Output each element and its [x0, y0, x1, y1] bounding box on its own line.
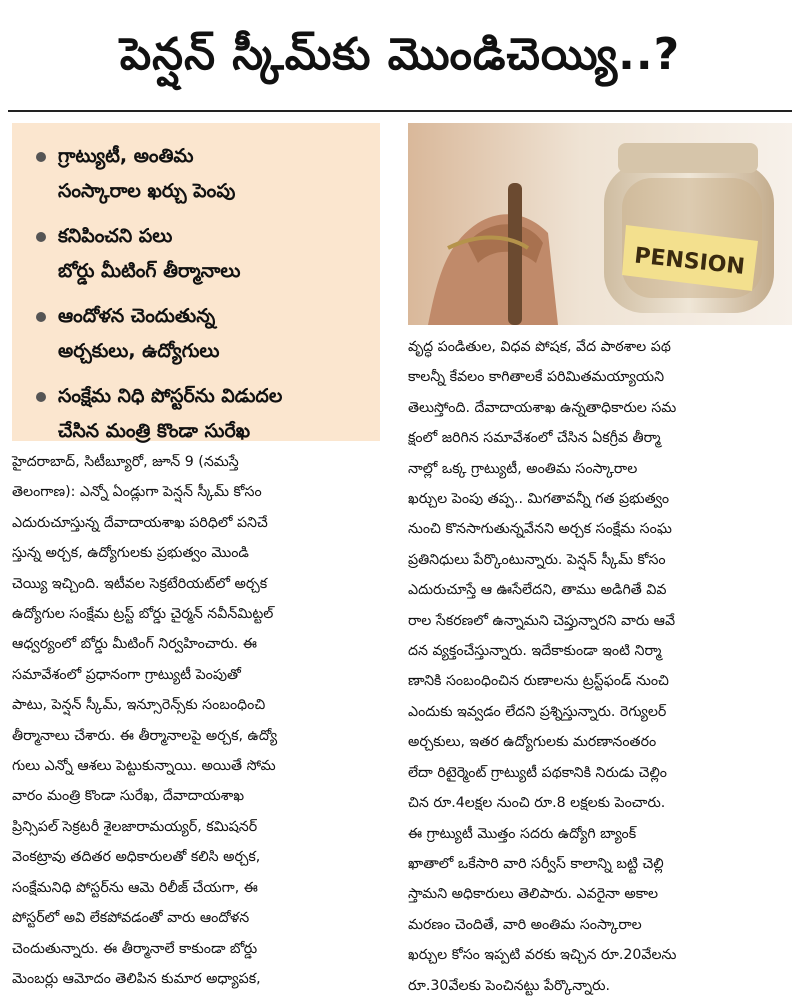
pension-jar-icon [408, 123, 792, 325]
headline-rule [8, 110, 792, 112]
highlight-line: గ్రాట్యుటీ, అంతిమ [58, 145, 194, 167]
body-line: తెలుస్తోంది. దేవాదాయశాఖ ఉన్నతాధికారుల సమ [408, 399, 677, 416]
highlight-text [58, 379, 282, 449]
body-line: ఎదురుచూస్తున్న దేవాదాయశాఖ పరిధిలో పనిచే [12, 514, 268, 531]
highlight-line: చేసిన మంత్రి కొండా సురేఖ [58, 420, 251, 442]
body-line: మెంబర్లు ఆమోదం తెలిపిన కుమార అధ్యాపక, [12, 970, 261, 987]
body-line: చెయ్యి ఇచ్చింది. ఇటీవల సెక్రటేరియట్‌లో అర్చక [12, 575, 268, 592]
body-line: ఈ గ్రాట్యుటీ మొత్తం సదరు ఉద్యోగి బ్యాంక్ [408, 825, 637, 842]
body-line: ఎందుకు ఇవ్వడం లేదని ప్రశ్నిస్తున్నారు. రెగ్యులర్ [408, 703, 667, 720]
body-line: ఉద్యోగుల సంక్షేమ ట్రస్ట్ బోర్డు చైర్మన్ నవీన్‌మిట్టల్ [12, 606, 274, 623]
body-line: ఖర్చుల పెంపు తప్ప.. మిగతావన్నీ గత ప్రభుత్వం [408, 491, 670, 508]
headline: పెన్షన్ స్కీమ్‌కు మొండిచెయ్యి..? [119, 29, 681, 80]
body-line: మరణం చెందితే, వారి అంతిమ సంస్కారాల [408, 916, 642, 933]
body-line: వారం మంత్రి కొండా సురేఖ, దేవాదాయశాఖ [12, 788, 245, 805]
highlight-text [58, 219, 240, 289]
body-line: దన వ్యక్తంచేస్తున్నారు. ఇదేకాకుండా ఇంటి నిర్మా [408, 643, 662, 660]
body-line: సంక్షేమనిధి పోస్టర్‌ను ఆమె రిలీజ్ చేయగా, ఈ [12, 879, 258, 896]
body-line: పాటు, పెన్షన్ స్కీమ్, ఇన్సూరెన్స్‌కు సంబంధించి [12, 697, 266, 714]
body-line: కాలన్నీ కేవలం కాగితాలకే పరిమితమయ్యాయని [408, 369, 665, 386]
body-line: స్తున్న అర్చక, ఉద్యోగులకు ప్రభుత్వం మొండి [12, 545, 249, 562]
body-column-right [408, 332, 792, 1001]
highlight-line: అర్చకులు, ఉద్యోగులు [58, 340, 220, 362]
body-line: రాల సేకరణలో ఉన్నామని చెప్తున్నారని వారు ఆవే [408, 612, 676, 629]
body-line: లేదా రిటైర్మెంట్ గ్రాట్యుటీ పథకానికి నిరుడు చెల్లిం [408, 764, 667, 781]
highlight-item [32, 299, 370, 369]
pension-jar-photo [408, 123, 792, 325]
body-line: చెందుతున్నారు. ఈ తీర్మానాలే కాకుండా బోర్డు [12, 940, 258, 957]
body-line: నాల్లో ఒక్క గ్రాట్యుటీ, అంతిమ సంస్కారాల [408, 460, 638, 477]
body-line: తీర్మానాలు చేశారు. ఈ తీర్మానాలపై అర్చక, ఉద్యో [12, 727, 278, 744]
body-line: క్షంలో జరిగిన సమావేశంలో చేసిన ఏకగ్రీవ తీర్మా [408, 430, 661, 447]
body-line: ఎదురుచూస్తే ఆ ఊసేలేదని, తాము అడిగితే వివ [408, 582, 667, 599]
body-line: స్తామని అధికారులు తెలిపారు. ఎవరైనా అకాల [408, 886, 659, 903]
body-line: హైదరాబాద్, సిటీబ్యూరో, జూన్ 9 (నమస్తే [12, 454, 239, 470]
body-line: ప్రిన్సిపల్ సెక్రటరీ శైలజారామయ్యర్, కమిషనర్ [12, 818, 258, 835]
body-column-left [12, 447, 396, 994]
highlight-item [32, 219, 370, 289]
body-line: అర్చకులు, ఇతర ఉద్యోగులకు మరణానంతరం [408, 734, 657, 751]
bullet-icon [36, 232, 46, 242]
highlight-line: సంస్కారాల ఖర్చు పెంపు [58, 180, 236, 202]
body-line: పోస్టర్‌లో అవి లేకపోవడంతో వారు ఆందోళన [12, 910, 250, 927]
body-line: వృద్ధ పండితుల, విధవ పోషక, వేద పాఠశాల పథ [408, 339, 671, 355]
bullet-icon [36, 392, 46, 402]
highlight-line: కనిపించని పలు [58, 225, 173, 247]
highlight-line: బోర్డు మీటింగ్ తీర్మానాలు [58, 260, 241, 282]
body-line: ఖర్చుల కోసం ఇప్పటి వరకు ఇచ్చిన రూ.20వేలను [408, 947, 677, 964]
body-line: సమావేశంలో ప్రధానంగా గ్రాట్యుటీ పెంపుతో [12, 666, 241, 683]
body-line: ఖాతాలో ఒకేసారి వారి సర్వీస్ కాలాన్ని బట్టి చెల్లి [408, 855, 664, 872]
highlight-item [32, 379, 370, 449]
body-line: ప్రతినిధులు పేర్కొంటున్నారు. పెన్షన్ స్కీమ్ కోసం [408, 551, 666, 568]
highlight-text [58, 139, 235, 209]
body-line: ణానికి సంబంధించిన రుణాలను ట్రస్ట్‌ఫండ్ నుంచి [408, 673, 669, 690]
body-line: వెంకట్రావు తదితర అధికారులతో కలిసి అర్చక, [12, 849, 261, 866]
highlight-line: సంక్షేమ నిధి పోస్టర్‌ను విడుదల [58, 385, 283, 407]
body-line: నుంచి కొనసాగుతున్నవేనని అర్చక సంక్షేమ సంఘ [408, 521, 672, 538]
body-line: గులు ఎన్నో ఆశలు పెట్టుకున్నాయి. అయితే సోమ [12, 758, 276, 775]
body-line: ఆధ్వర్యంలో బోర్డు మీటింగ్ నిర్వహించారు. ఈ [12, 636, 257, 653]
highlights-box [12, 123, 380, 441]
body-line: తెలంగాణ): ఎన్నో ఏండ్లుగా పెన్షన్ స్కీమ్ కోసం [12, 484, 262, 501]
highlight-line: ఆందోళన చెందుతున్న [58, 305, 216, 327]
highlight-text [58, 299, 219, 369]
pension-label-text: PENSION [633, 243, 746, 280]
highlight-item [32, 139, 370, 209]
body-line: రూ.30వేలకు పెంచినట్టు పేర్కొన్నారు. [408, 977, 611, 994]
body-line: చిన రూ.4లక్షల నుంచి రూ.8 లక్షలకు పెంచారు. [408, 795, 666, 812]
bullet-icon [36, 312, 46, 322]
bullet-icon [36, 152, 46, 162]
